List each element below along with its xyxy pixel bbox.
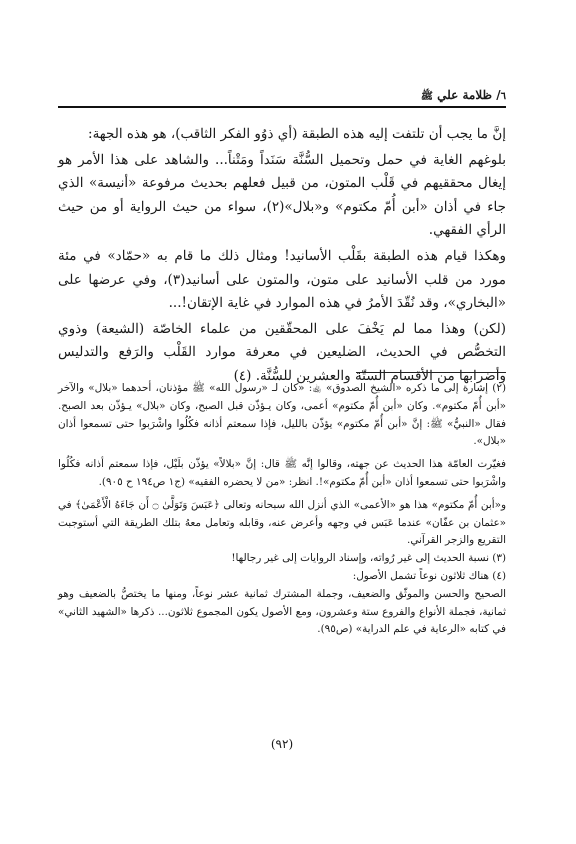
running-head-label: ٦/ ظلامة علي ﷺ xyxy=(411,88,506,104)
running-head-number: ٦ xyxy=(500,91,506,102)
main-text xyxy=(58,123,506,389)
book-page xyxy=(58,0,506,844)
running-head xyxy=(58,88,506,108)
footnote: (٤) هناك ثلاثون نوعاً تشمل الأصول: xyxy=(352,569,506,582)
footnote-divider xyxy=(356,372,506,373)
honorific-glyph: ﷺ xyxy=(420,91,433,102)
page-number: (٩٢) xyxy=(270,737,294,751)
paragraph: إنَّ ما يجب أن تلتفت إليه هذه الطبقة (أي ذوُو الفكر الثاقب)، هو هذه الجهة: xyxy=(88,126,506,142)
footnotes xyxy=(58,380,506,639)
footnote: الصحيح والحسن والموثّق والضعيف، وجملة المشترك ثمانية عشر نوعاً، ومنها ما يختصُّ بالضعيف وهو ثمانية، فجملة الأنواع والفروع ستة وعشرون، ومع الأصول يكون المجموع ثلاثون... ذكرها «الشهيد الثاني» في كتابه «الرعاية في علم الدراية» (ص٩٥). xyxy=(58,587,506,636)
footnote: فغيّرت العامّة هذا الحديث عن جهته، وقالوا إنَّه ﷺ قال: إنَّ «بلالاً» يؤذّن بلَيْل، فإذا سمعتم أذانه فكُلُوا واشْرَبوا حتى تسمعوا أذان «أبن أُمّ مكتوم»!. انظر: «من لا يحضره الفقيه» (ج١ ص١٩٤ ح ٩٠٥). xyxy=(58,458,506,488)
footnote: (٢) إشارة إلى ما ذكره «الشيخ الصدوق» ﵀: «كان لـ «رسول الله» ﷺ مؤذنان، أحدهما «بلال» والآخر «أبن أُمّ مكتوم». وكان «أبن أُمّ مكتوم» أعمى، وكان يـؤذّن قبل الصبح، وكان «بلال» يـؤذّن بعد الصبح. فقال «النبيُّ» ﷺ: إنَّ «أبن أُمّ مكتوم» يؤذّن بالليل، فإذا سمعتم أذانه فكُلُوا واشْرَبوا حتى تسمعوا أذان «بلال». xyxy=(58,382,506,448)
footnote: (٣) نسبة الحديث إلى غير رُواته، وإسناد الروايات إلى غير رجالها! xyxy=(231,552,506,565)
footnote: و«أبن أُمّ مكتوم» هذا هو «الأعمى» الذي أنزل الله سبحانه وتعالى ﴿عَبَسَ وَتَوَلَّىٰ ۝ أَن جَاءَهُ الْأَعْمَىٰ﴾ في «عثمان بن عفّان» عندما عَبَس في وجهه وأعرض عنه، وقابله وتعامل معهُ بتلك الطريقة التي أستوجبت التقريع والزجر القرآني. xyxy=(58,498,506,547)
running-head-title: ظلامة علي xyxy=(437,88,493,102)
paragraph: بلوغهم الغاية في حمل وتحميل السُّنَّة سَنَداً ومَتْناً... والشاهد على هذا الأمر هو إيغال محققيهم في قَلْب المتون، من قبيل فعلهم بحديث مرفوعة «أنيسة» الذي جاء في أذان «أبن أُمّ مكتوم» و«بلال»(٢)، سواء من حيث الرواية أو من حيث الرأي الفقهي. xyxy=(58,151,507,239)
paragraph: (لكن) وهذا مما لم يَخْفَ على المحقّقين من علماء الخاصّة (الشيعة) وذوي التخصُّص في الحديث، الضليعين في معرفة موارد القَلْب والرَفع والتدليس وأضرابها من الأقسام الستّة والعشرين للسُّنَّة. (٤) xyxy=(58,320,506,384)
paragraph: وهكذا قيام هذه الطبقة بقَلْب الأسانيد! ومثال ذلك ما قام به «حمّاد» في مئة مورد من قلب الأسانيد على متون، والمتون على أسانيد(٣)، وفي عرضها على «البخاري»، وقد نُقّدَ الأمرُ في هذه الموارد في غاية الإتقان!... xyxy=(58,247,506,312)
